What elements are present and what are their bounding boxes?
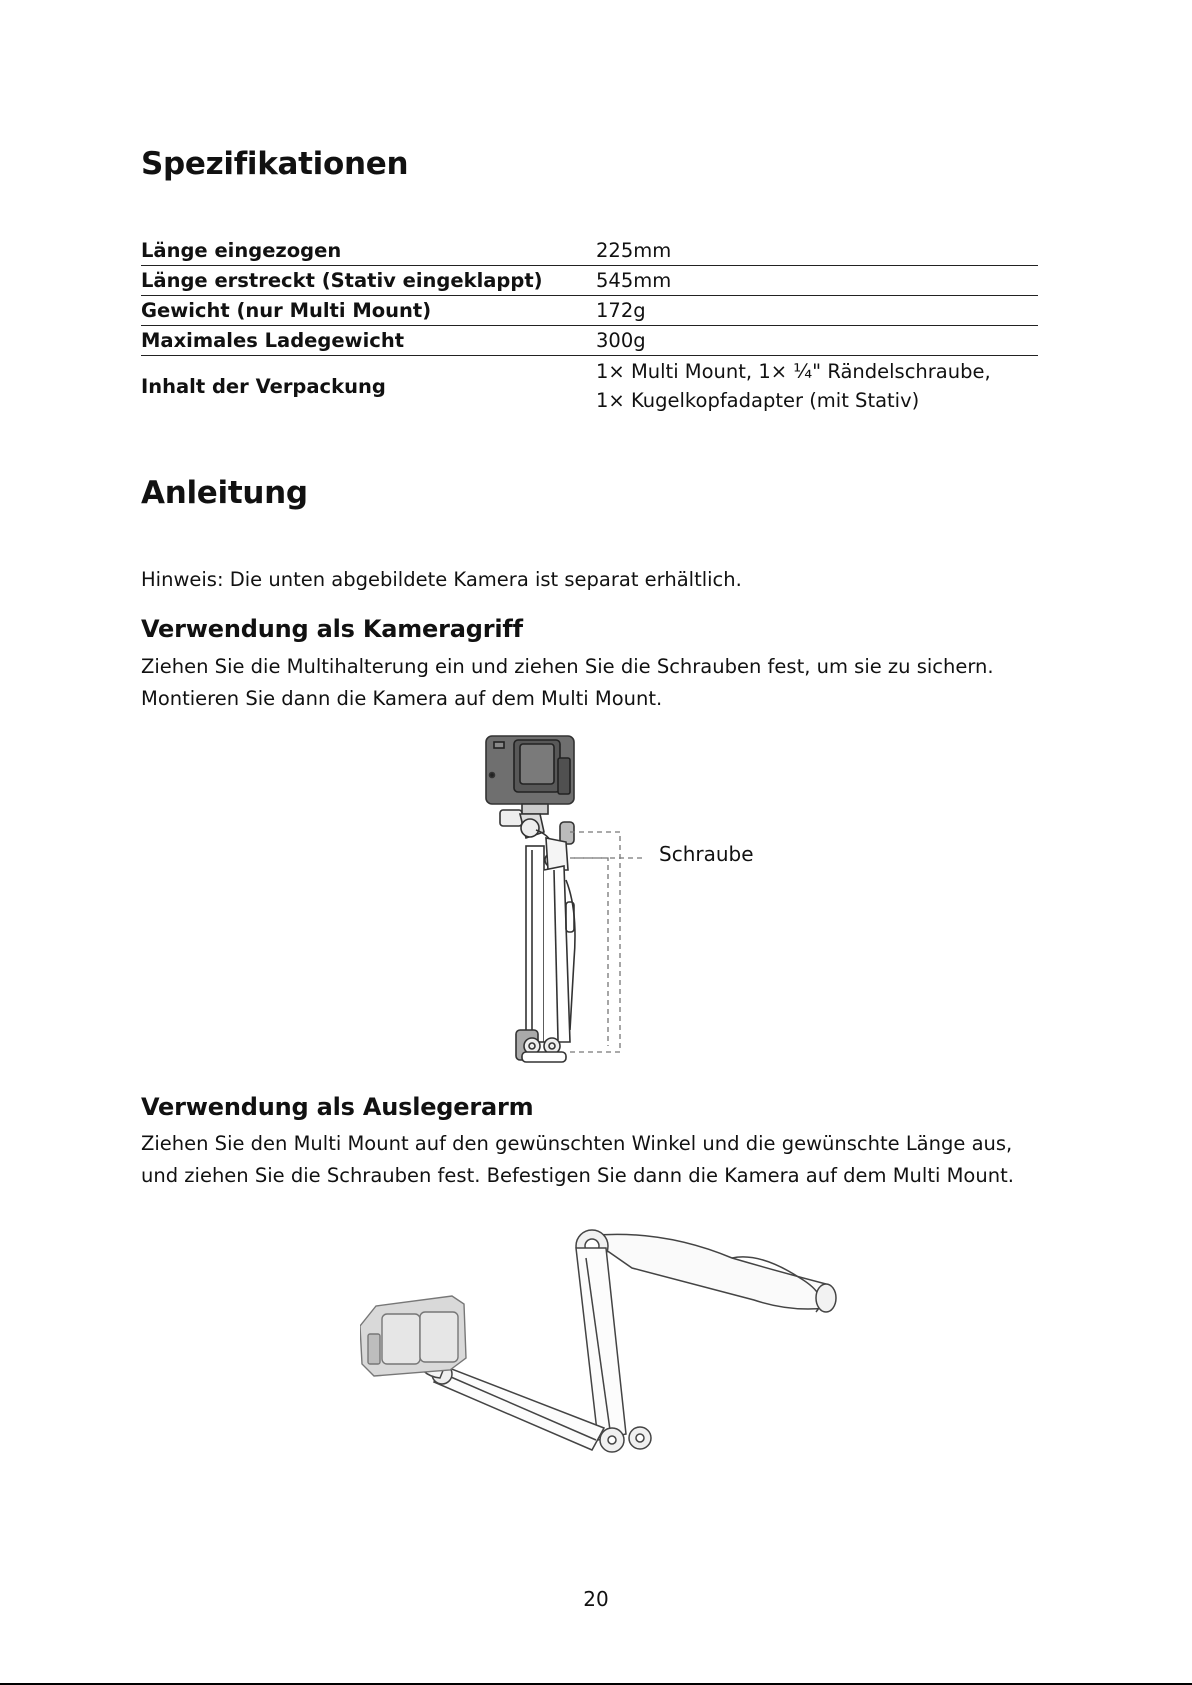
spec-value: 300g <box>596 329 646 352</box>
table-row <box>141 356 1038 416</box>
arm-text-line: und ziehen Sie die Schrauben fest. Befestigen Sie dann die Kamera auf dem Multi Mount. <box>141 1164 1014 1187</box>
table-row <box>141 236 1038 266</box>
spec-value-line: 1× Multi Mount, 1× ¼" Rändelschraube, <box>596 360 991 383</box>
spec-label: Gewicht (nur Multi Mount) <box>141 299 432 322</box>
grip-text-line: Montieren Sie dann die Kamera auf dem Multi Mount. <box>141 687 663 710</box>
spec-label: Länge eingezogen <box>141 239 342 262</box>
page-number: 20 <box>583 1587 609 1611</box>
table-row <box>141 266 1038 296</box>
spec-value: 545mm <box>596 269 672 292</box>
spec-table <box>141 236 1038 416</box>
spec-label: Inhalt der Verpackung <box>141 374 386 398</box>
grip-heading: Verwendung als Kameragriff <box>141 615 523 643</box>
arm-heading: Verwendung als Auslegerarm <box>141 1093 534 1121</box>
note-text: Hinweis: Die unten abgebildete Kamera ist separat erhältlich. <box>141 568 742 591</box>
spec-label: Länge erstreckt (Stativ eingeklappt) <box>141 269 543 292</box>
table-row <box>141 326 1038 356</box>
table-row <box>141 296 1038 326</box>
arm-text-line: Ziehen Sie den Multi Mount auf den gewünschten Winkel und die gewünschte Länge aus, <box>141 1132 1013 1155</box>
specs-heading: Spezifikationen <box>141 146 409 182</box>
spec-label: Maximales Ladegewicht <box>141 329 405 352</box>
grip-text-line: Ziehen Sie die Multihalterung ein und ziehen Sie die Schrauben fest, um sie zu sichern. <box>141 655 994 678</box>
grip-illustration <box>470 730 670 1070</box>
arm-illustration <box>360 1208 840 1478</box>
screw-callout: Schraube <box>659 842 754 866</box>
spec-value-line: 1× Kugelkopfadapter (mit Stativ) <box>596 389 920 412</box>
spec-value: 172g <box>596 299 646 322</box>
spec-value <box>596 357 1038 415</box>
spec-value: 225mm <box>596 239 672 262</box>
guide-heading: Anleitung <box>141 475 308 511</box>
